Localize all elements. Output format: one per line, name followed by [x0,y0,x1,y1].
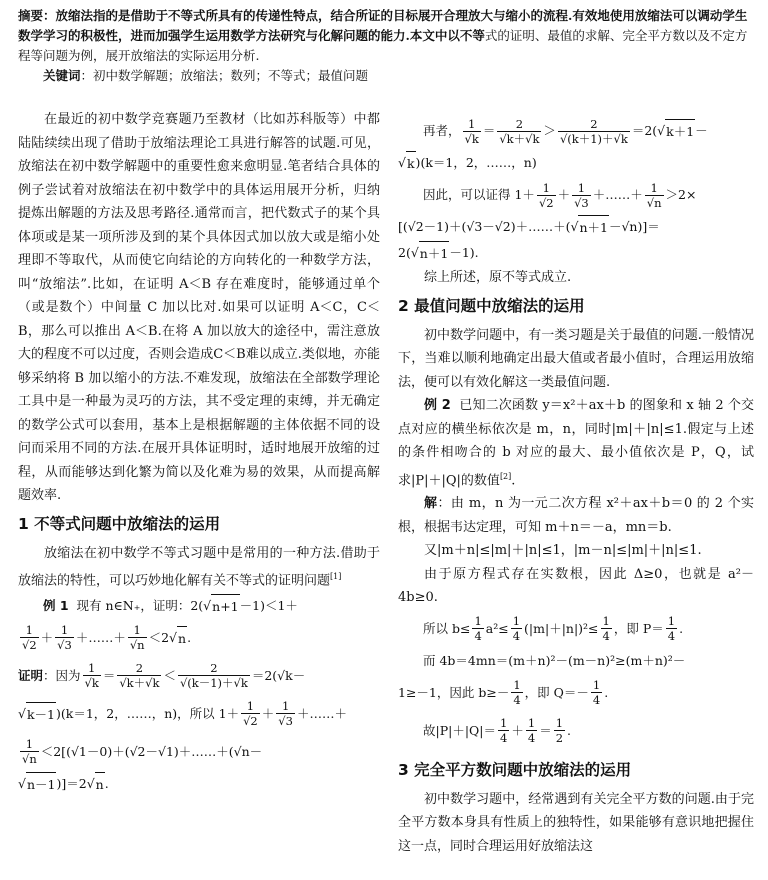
keywords-label: 关键词 [43,68,81,83]
solution-bound-q: 1≥－1，因此 b≥－ $\frac{1}{4}$ ，即 Q＝－ $\frac{1}{4}$ . [398,678,609,708]
solution-4b: 而 4b＝4mn＝(m＋n)²－(m－n)²≥(m＋n)²－ [423,653,686,669]
proof-continued-line-4: [(√2－1)＋(√3－√2)＋……＋(√ n＋1 －√n)]＝ [398,214,754,240]
right-column [398,112,754,858]
abstract-block [18,6,750,86]
solution-because: 由于原方程式存在实数根，因此 Δ≥0，也就是 a²－4b≥0. [398,566,754,606]
proof-continued-line-3: 因此，可以证得 1＋ $\frac{1}{√2}$ ＋ $\frac{1}{√3}$ ＋……＋ $\frac{1}{√n}$ ＞2× [423,180,697,210]
example-1-formula: $\frac{1}{√2}$ ＋ $\frac{1}{√3}$ ＋……＋ $\frac{1}{√n}$ ＜2√ n . [22,623,192,653]
intro-paragraph: 在最近的初中数学竞赛题乃至教材（比如苏科版等）中都陆陆续续出现了借助于放缩法理论工具进行解答的试题.可见，放缩法在初中数学解题中的重要性愈来愈明显.笔者结合具体的例子尝试着对放缩法在初中数学中的具体运用展开分析，归纳提炼出解题的方法及思考路径.通常而言，把代数式子的某个具体项或是某一项所涉及到的某个具体因式加以放大或是缩小处理即不等取代，从而使它向结论的方向转化的一种数学方法，叫“放缩法”.比如，在证明 A＜B 存在难度时，能够通过单个（或是数个）中间量 C 加以比对.如果可以证明 A＜C，C＜B，那么可以推出 A＜B.在将 A 加以放大的途径中，需注意放大的程度不可以过度，否则会造成C＜B难以成立.类似地，亦能够采纳将 B 加以缩小的方法.不难发现，放缩法在全部数学理论工具中是一种最为灵巧的方法，其不受定理的束缚，并无确定的数学公式可以套用，基本上是根据解题的主体依据不同的设问而采用不同的方法.在展开具体证明时，适时地展开放缩的过程，从而能够达到化繁为简以及化难为易的效果，从而提高解题效率. [18,112,380,503]
solution-bound-p: 所以 b≤ $\frac{1}{4}$ a²≤ $\frac{1}{4}$ (|m|＋|n|)²≤ $\frac{1}{4}$ ，即 P＝ $\frac{1}{4}$ . [423,614,684,644]
proof-line-2: √ k－1 ) (k＝1，2，……，n)，所以 1＋ $\frac{1}{√2}$ ＋ $\frac{1}{√3}$ ＋……＋ [18,699,347,729]
example-2-statement: 例 2 已知二次函数 y＝x²＋ax＋b 的图象和 x 轴 2 个交点对应的横坐标依次是 m，n，同时|m|＋|n|≤1.假定与上述的条件相吻合的 b 对应的最大、最小值依次是 P，Q，试求|P|＋|Q|的数值[2]. [398,398,754,488]
proof-continued-line-1: 再者， $\frac{1}{√k}$ ＝ $\frac{2}{√k+√k}$ ＞ $\frac{2}{√(k+1)+√k}$ ＝2(√ k＋1 － [423,116,708,146]
solution-paragraph: 解：由 m，n 为一元二次方程 x²＋ax＋b＝0 的 2 个实根，根据韦达定理，可知 m＋n＝－a，mn＝b. [398,496,754,535]
section-3-heading: 3 完全平方数问题中放缩法的运用 [398,760,632,779]
abstract-text-rest: 式的证明、最值的求解、完全平方数以及不定方程等问题为例，展开放缩法的实际运用分析. [18,28,748,63]
proof-line-1: 证明 ：因为 $\frac{1}{√k}$ ＝ $\frac{2}{√k+√k}$ ＜ $\frac{2}{√(k-1)+√k}$ ＝2(√k－ [18,661,306,691]
proof-continued-line-2: √ k ) (k＝1，2，……，n) [398,150,754,176]
left-column [18,108,380,797]
solution-also: 又|m＋n|≤|m|＋|n|≤1，|m－n|≤|m|＋|n|≤1. [424,543,702,559]
section-2-heading: 2 最值问题中放缩法的运用 [398,296,585,315]
example-1-statement: 例 1 现有 n∈N₊，证明：2( √ n+1 －1)＜1＋ [18,593,380,619]
abstract-text-bold: ：放缩法指的是借助于不等式所具有的传递性特点，结合所证的目标展开合理放大与缩小的流程.有效地使用放缩法可以调动学生数学学习的积极性，进而加强学生运用数学方法研究与化解问题的能力.本文中以不等 [18,8,748,43]
section-2-paragraph: 初中数学问题中，有一类习题是关于最值的问题.一般情况下，当难以顺利地确定出最大值或者最小值时，合理运用放缩法，便可以有效化解这一类最值问题. [398,327,754,390]
abstract-label: 摘要 [18,8,44,23]
proof-line-3: $\frac{1}{√n}$ ＜2[( √1－0)＋(√2－√1)＋……＋(√n－ [22,737,263,767]
section-3-paragraph: 初中数学习题中，经常遇到有关完全平方数的问题.由于完全平方数本身具有性质上的独特性，如果能够有意识地把握住这一点，同时合理运用好放缩法这 [398,791,754,854]
proof-line-4: √ n－1 )]＝2 √ n . [18,771,380,797]
proof-conclusion: 综上所述，原不等式成立. [424,270,572,285]
keywords-text: ：初中数学解题；放缩法；数列；不等式；最值问题 [80,68,369,83]
section-1-paragraph: 放缩法在初中数学不等式习题中是常用的一种方法.借助于放缩法的特性，可以巧妙地化解有关不等式的证明问题[1] [18,545,380,589]
solution-result: 故|P|＋|Q|＝ $\frac{1}{4}$ ＋ $\frac{1}{4}$ ＝ $\frac{1}{2}$ . [423,716,572,746]
section-1-heading: 1 不等式问题中放缩法的运用 [18,514,221,533]
proof-continued-line-5: 2(√ n＋1 －1). [398,240,754,266]
